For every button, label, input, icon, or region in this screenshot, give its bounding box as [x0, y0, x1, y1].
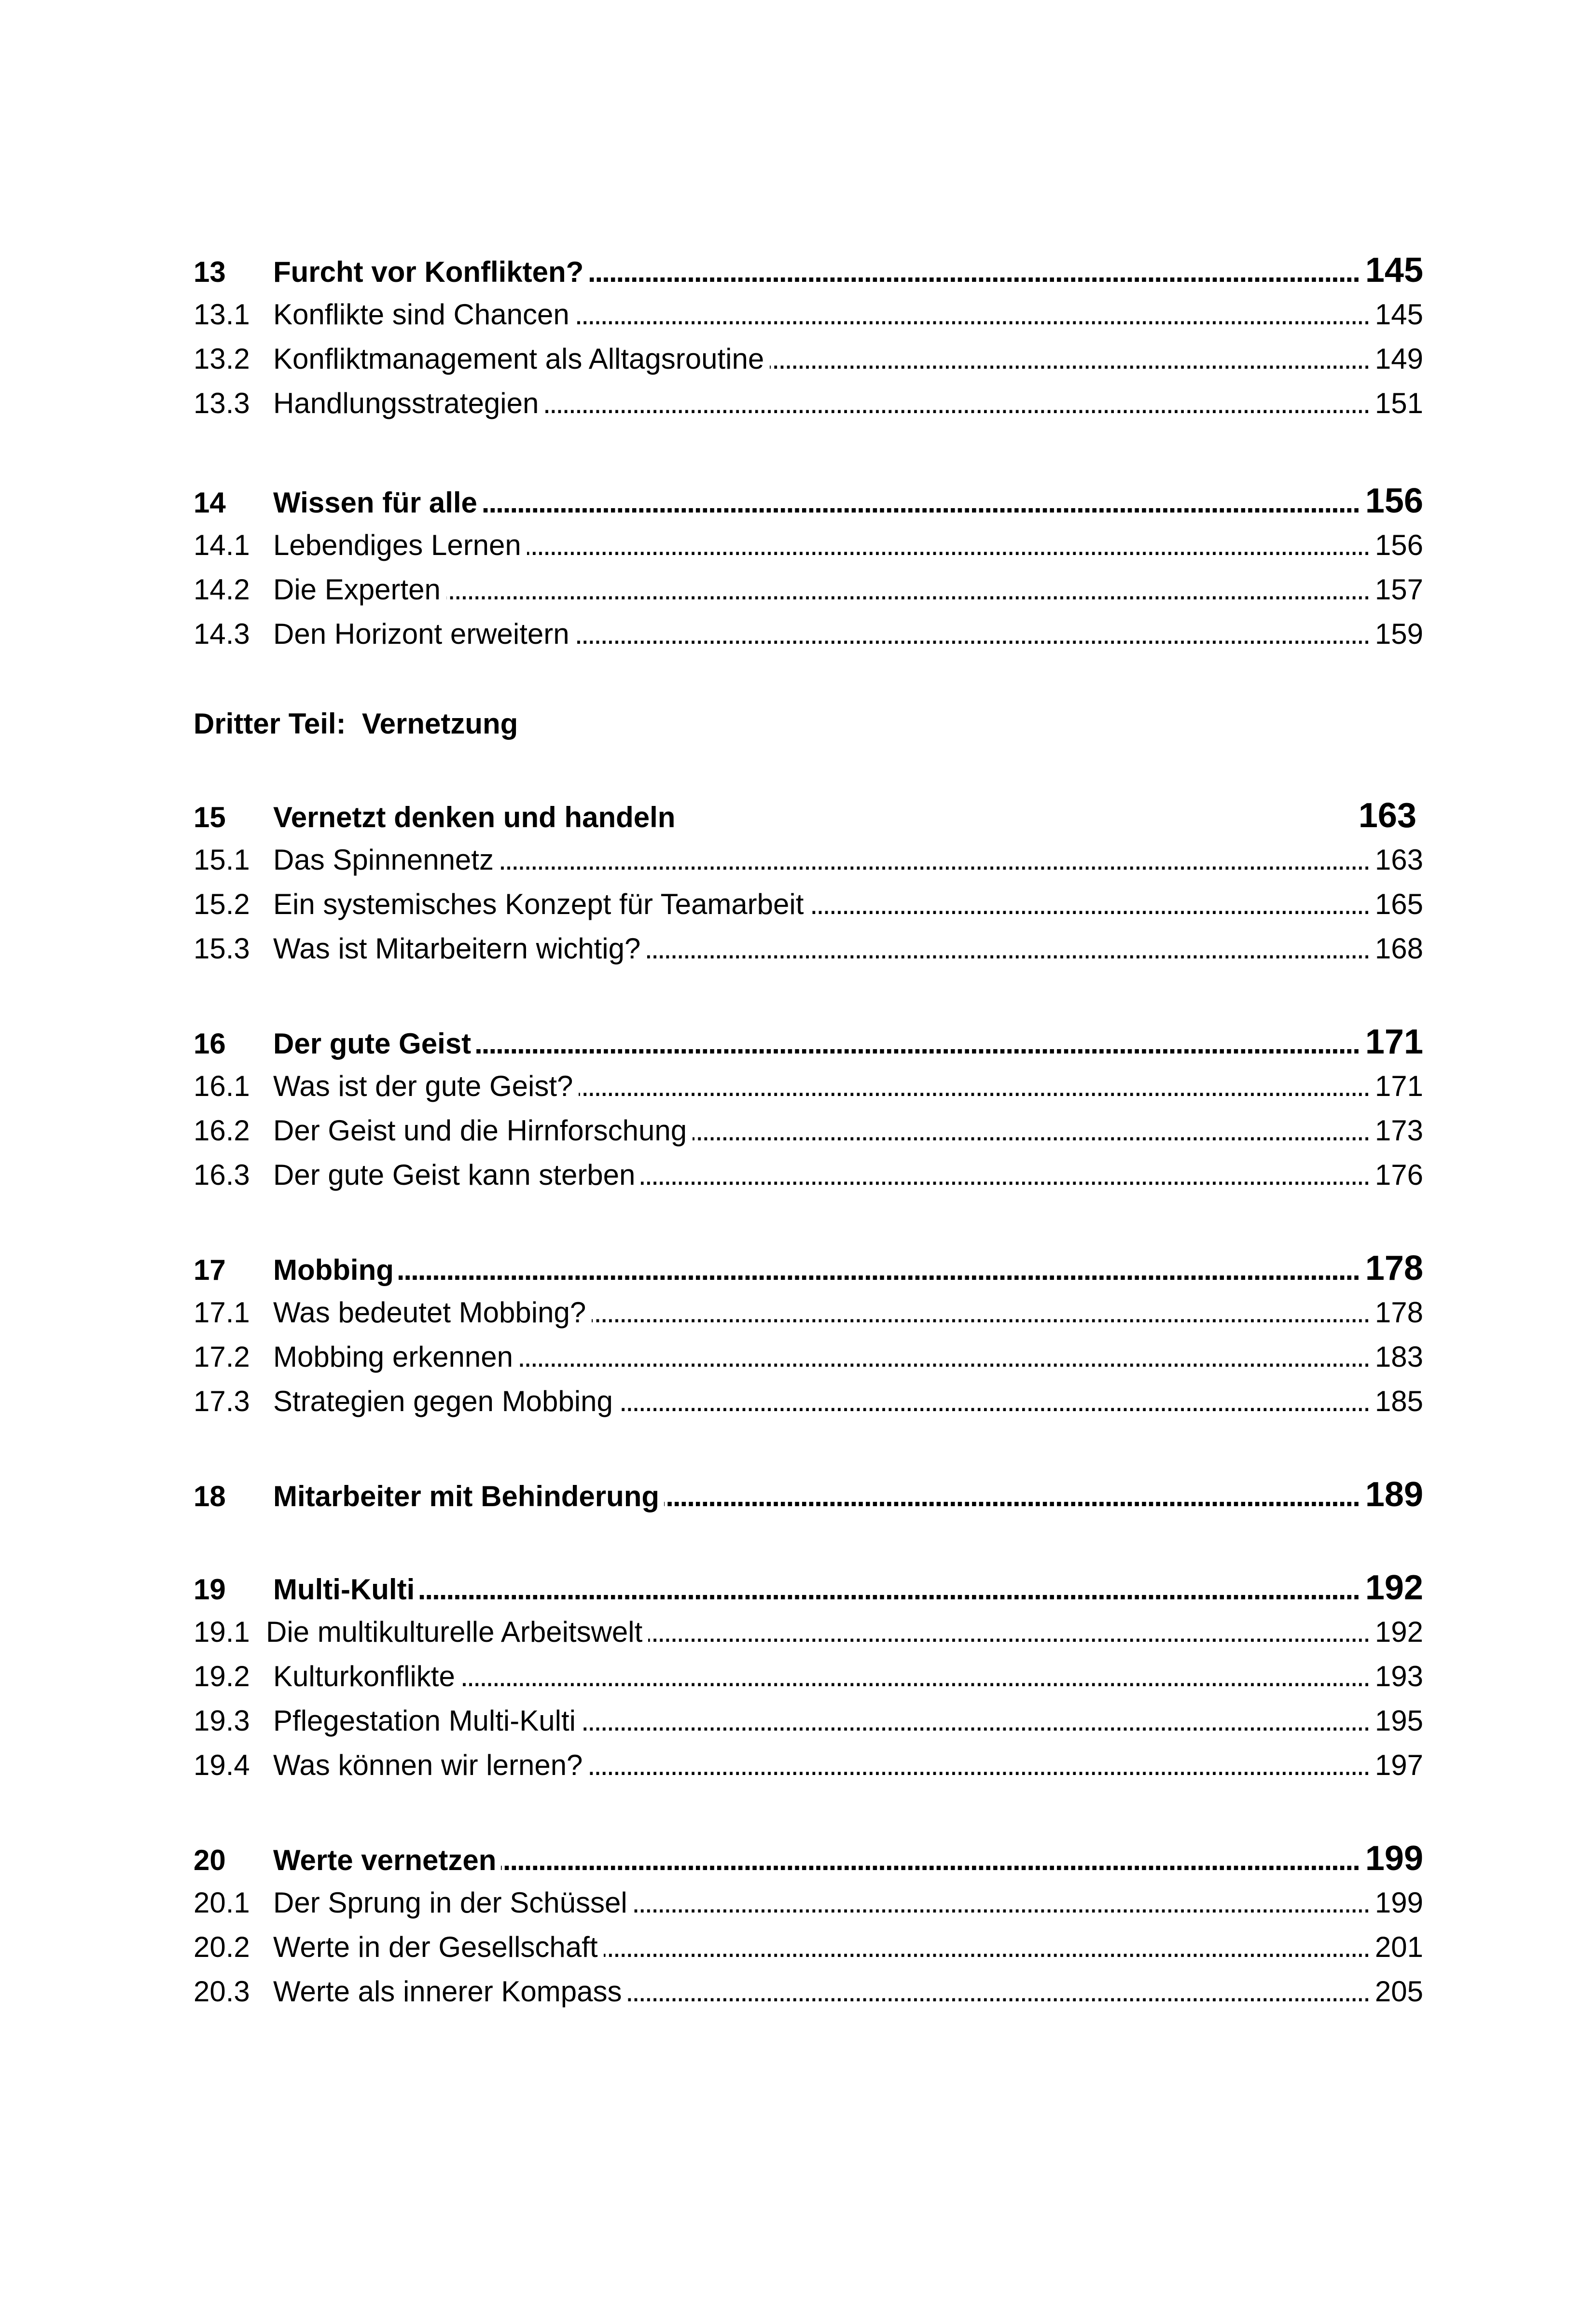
- section-number: 19.3: [194, 1705, 250, 1737]
- dot-leader: [770, 337, 1369, 381]
- section-title: Was ist Mitarbeitern wichtig?: [273, 932, 641, 965]
- dot-leader: [588, 1743, 1369, 1788]
- section-page-number: 159: [1374, 618, 1423, 650]
- chapter-page-number: 145: [1365, 251, 1423, 290]
- section-entry: [194, 1743, 1423, 1788]
- section-number: 20.1: [194, 1886, 250, 1919]
- dot-leader: [399, 1248, 1360, 1292]
- section-title: Konflikte sind Chancen: [273, 298, 569, 331]
- dot-leader: [519, 1335, 1369, 1379]
- section-title: Was bedeutet Mobbing?: [273, 1296, 586, 1329]
- section-page-number: 149: [1374, 343, 1423, 375]
- section-entry: [194, 612, 1423, 656]
- section-page-number: 157: [1374, 573, 1423, 606]
- dot-leader: [641, 1153, 1369, 1197]
- dot-leader: [604, 1925, 1369, 1969]
- section-number: 19.2: [194, 1660, 250, 1692]
- chapter-number: 13: [194, 256, 226, 288]
- section-number: 20.3: [194, 1975, 250, 2008]
- section-title: Was ist der gute Geist?: [273, 1070, 573, 1102]
- chapter-entry: [194, 793, 1423, 838]
- dot-leader: [664, 1474, 1360, 1519]
- chapter-entry: [194, 1472, 1423, 1517]
- dot-leader: [575, 612, 1369, 656]
- chapter-page-number: 199: [1365, 1839, 1423, 1878]
- chapter-number: 19: [194, 1573, 226, 1606]
- section-entry: [194, 1290, 1423, 1335]
- section-number: 19.4: [194, 1749, 250, 1781]
- dot-leader: [633, 1881, 1369, 1925]
- dot-leader: [619, 1379, 1369, 1424]
- section-page-number: 183: [1374, 1341, 1423, 1373]
- section-page-number: 156: [1374, 529, 1423, 561]
- section-title: Das Spinnennetz: [273, 844, 494, 876]
- chapter-page-number: 178: [1365, 1249, 1423, 1288]
- section-page-number: 145: [1374, 298, 1423, 331]
- section-page-number: 168: [1374, 932, 1423, 965]
- chapter-number: 18: [194, 1480, 226, 1512]
- section-entry: [194, 1881, 1423, 1925]
- dot-leader: [575, 292, 1369, 337]
- section-number: 16.3: [194, 1159, 250, 1191]
- section-title: Der Geist und die Hirnforschung: [273, 1114, 687, 1147]
- dot-leader: [809, 882, 1369, 927]
- section-number: 15.1: [194, 844, 250, 876]
- section-title: Mobbing erkennen: [273, 1341, 513, 1373]
- section-entry: [194, 523, 1423, 568]
- section-entry: [194, 1153, 1423, 1197]
- dot-leader: [693, 1109, 1369, 1153]
- chapter-title: Der gute Geist: [273, 1027, 472, 1060]
- dot-leader: [419, 1567, 1360, 1612]
- section-page-number: 201: [1374, 1931, 1423, 1963]
- section-entry: [194, 1109, 1423, 1153]
- chapter-entry: [194, 1246, 1423, 1290]
- section-title: Konfliktmanagement als Alltagsroutine: [273, 343, 764, 375]
- section-entry: [194, 1699, 1423, 1743]
- section-title: Handlungsstrategien: [273, 387, 539, 419]
- dot-leader: [461, 1654, 1369, 1699]
- chapter-title: Mitarbeiter mit Behinderung: [273, 1480, 660, 1512]
- section-page-number: 205: [1374, 1975, 1423, 2008]
- section-entry: [194, 1379, 1423, 1424]
- section-number: 17.3: [194, 1385, 250, 1417]
- section-number: 16.1: [194, 1070, 250, 1102]
- chapter-title: Vernetzt denken und handeln: [273, 801, 676, 833]
- section-page-number: 176: [1374, 1159, 1423, 1191]
- chapter-entry: [194, 248, 1423, 292]
- section-title: Werte als innerer Kompass: [273, 1975, 622, 2008]
- section-title: Die multikulturelle Arbeitswelt: [266, 1616, 643, 1648]
- table-of-contents: [194, 248, 1423, 2014]
- chapter-title: Mobbing: [273, 1254, 394, 1286]
- part-heading: Dritter Teil: Vernetzung: [194, 707, 518, 740]
- section-title: Was können wir lernen?: [273, 1749, 583, 1781]
- dot-leader: [446, 568, 1369, 612]
- chapter-entry: [194, 1836, 1423, 1881]
- section-page-number: 197: [1374, 1749, 1423, 1781]
- dot-leader: [646, 927, 1369, 971]
- section-page-number: 185: [1374, 1385, 1423, 1417]
- section-number: 16.2: [194, 1114, 250, 1147]
- section-title: Ein systemisches Konzept für Teamarbeit: [273, 888, 804, 920]
- chapter-entry: [194, 1020, 1423, 1064]
- section-title: Die Experten: [273, 573, 441, 606]
- section-entry: [194, 381, 1423, 426]
- chapter-entry: [194, 1566, 1423, 1610]
- section-title: Den Horizont erweitern: [273, 618, 569, 650]
- dot-leader: [482, 481, 1360, 525]
- dot-leader: [588, 250, 1360, 294]
- section-title: Strategien gegen Mobbing: [273, 1385, 613, 1417]
- section-number: 14.3: [194, 618, 250, 650]
- chapter-page-number: 171: [1365, 1023, 1423, 1061]
- section-title: Der gute Geist kann sterben: [273, 1159, 636, 1191]
- chapter-number: 17: [194, 1254, 226, 1286]
- dot-leader: [527, 523, 1369, 568]
- section-number: 20.2: [194, 1931, 250, 1963]
- chapter-entry: [194, 479, 1423, 523]
- section-number: 13.1: [194, 298, 250, 331]
- dot-leader: [628, 1969, 1369, 2014]
- chapter-page-number: 156: [1365, 482, 1423, 520]
- section-page-number: 151: [1374, 387, 1423, 419]
- section-page-number: 199: [1374, 1886, 1423, 1919]
- section-number: 13.3: [194, 387, 250, 419]
- dot-leader: [648, 1610, 1369, 1654]
- dot-leader: [592, 1290, 1369, 1335]
- section-number: 13.2: [194, 343, 250, 375]
- section-title: Kulturkonflikte: [273, 1660, 455, 1692]
- section-entry: [194, 1610, 1423, 1654]
- chapter-number: 14: [194, 486, 226, 519]
- dot-leader: [579, 1064, 1369, 1109]
- section-number: 15.3: [194, 932, 250, 965]
- chapter-number: 16: [194, 1027, 226, 1060]
- chapter-title: Werte vernetzen: [273, 1844, 497, 1876]
- dot-leader: [476, 1022, 1360, 1066]
- section-title: Lebendiges Lernen: [273, 529, 521, 561]
- chapter-title: Wissen für alle: [273, 486, 477, 519]
- chapter-number: 20: [194, 1844, 226, 1876]
- section-entry: [194, 292, 1423, 337]
- section-entry: [194, 568, 1423, 612]
- section-entry: [194, 882, 1423, 927]
- section-page-number: 192: [1374, 1616, 1423, 1648]
- section-entry: [194, 838, 1423, 882]
- chapter-page-number: 192: [1365, 1568, 1423, 1607]
- section-number: 14.1: [194, 529, 250, 561]
- chapter-title: Multi-Kulti: [273, 1573, 415, 1606]
- section-entry: [194, 1064, 1423, 1109]
- section-number: 19.1: [194, 1616, 250, 1648]
- section-entry: [194, 1925, 1423, 1969]
- section-page-number: 163: [1374, 844, 1423, 876]
- dot-leader: [500, 838, 1369, 882]
- section-number: 15.2: [194, 888, 250, 920]
- section-entry: [194, 1969, 1423, 2014]
- section-entry: [194, 1654, 1423, 1699]
- section-title: Pflegestation Multi-Kulti: [273, 1705, 576, 1737]
- section-page-number: 173: [1374, 1114, 1423, 1147]
- section-entry: [194, 927, 1423, 971]
- chapter-page-number: 163: [1358, 796, 1416, 835]
- section-entry: [194, 337, 1423, 381]
- section-page-number: 193: [1374, 1660, 1423, 1692]
- dot-leader: [501, 1838, 1359, 1883]
- dot-leader: [582, 1699, 1369, 1743]
- chapter-title: Furcht vor Konflikten?: [273, 256, 584, 288]
- section-number: 14.2: [194, 573, 250, 606]
- chapter-page-number: 189: [1365, 1475, 1423, 1514]
- section-page-number: 178: [1374, 1296, 1423, 1329]
- section-title: Werte in der Gesellschaft: [273, 1931, 598, 1963]
- section-number: 17.1: [194, 1296, 250, 1329]
- chapter-number: 15: [194, 801, 226, 833]
- section-page-number: 195: [1374, 1705, 1423, 1737]
- section-title: Der Sprung in der Schüssel: [273, 1886, 627, 1919]
- section-page-number: 171: [1374, 1070, 1423, 1102]
- section-entry: [194, 1335, 1423, 1379]
- section-number: 17.2: [194, 1341, 250, 1373]
- section-page-number: 165: [1374, 888, 1423, 920]
- dot-leader: [544, 381, 1369, 426]
